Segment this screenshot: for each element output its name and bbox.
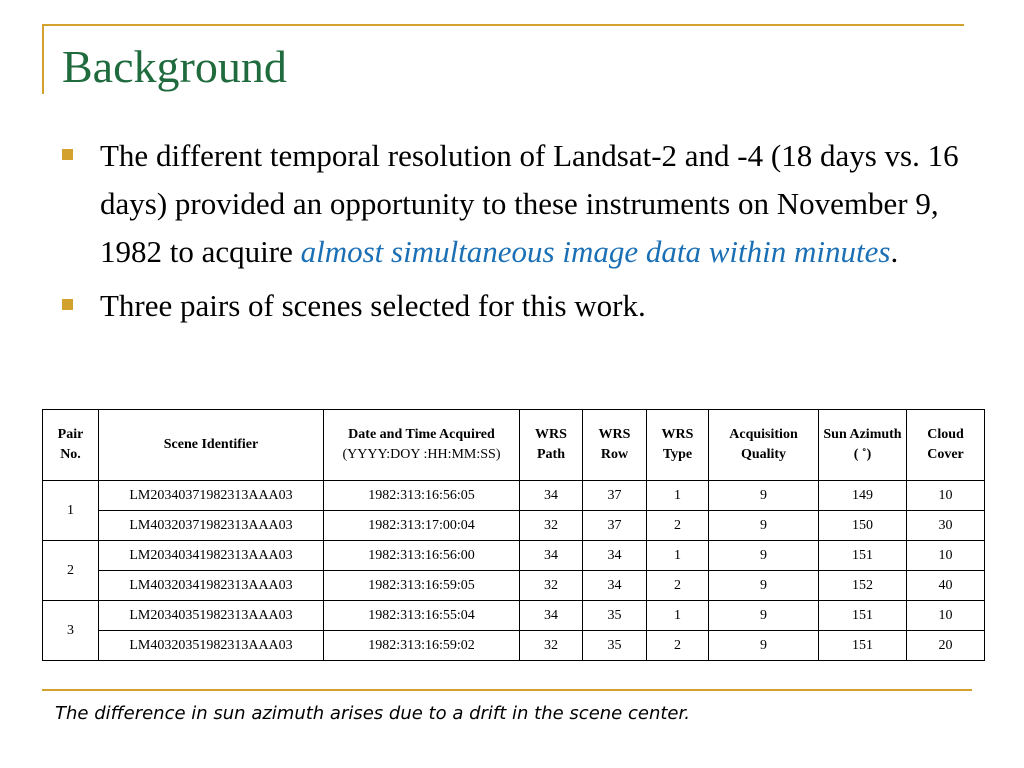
bullet-item-1	[62, 132, 962, 276]
quality-cell: 9	[709, 481, 819, 511]
azimuth-cell: 151	[819, 541, 907, 571]
row-cell: 34	[583, 541, 647, 571]
azimuth-cell: 151	[819, 631, 907, 661]
row-cell: 35	[583, 631, 647, 661]
cloud-cell: 10	[907, 601, 985, 631]
header-date-format: (YYYY:DOY :HH:MM:SS)	[342, 447, 501, 462]
cloud-cell: 10	[907, 481, 985, 511]
bullet-list	[62, 132, 962, 336]
path-cell: 32	[520, 571, 583, 601]
date-cell: 1982:313:16:59:05	[324, 571, 520, 601]
row-cell: 34	[583, 571, 647, 601]
row-cell: 37	[583, 481, 647, 511]
row-cell: 37	[583, 511, 647, 541]
scene-id-cell: LM40320371982313AAA03	[99, 511, 324, 541]
date-cell: 1982:313:16:56:00	[324, 541, 520, 571]
quality-cell: 9	[709, 601, 819, 631]
header-wrs-row: WRS Row	[583, 410, 647, 481]
date-cell: 1982:313:17:00:04	[324, 511, 520, 541]
bullet-item-2	[62, 282, 962, 330]
scene-id-cell: LM20340341982313AAA03	[99, 541, 324, 571]
cloud-cell: 30	[907, 511, 985, 541]
table-header-row	[43, 410, 985, 481]
type-cell: 2	[647, 631, 709, 661]
bullet-1-emphasis: almost simultaneous image data within minutes	[300, 234, 891, 269]
header-acquisition-quality: Acquisition Quality	[709, 410, 819, 481]
header-pair-no: Pair No.	[43, 410, 99, 481]
header-date-label: Date and Time Acquired	[348, 427, 495, 442]
header-date-time	[324, 410, 520, 481]
header-sun-azimuth: Sun Azimuth ( ˚)	[819, 410, 907, 481]
pair-number-cell: 2	[43, 541, 99, 601]
footer-rule	[42, 689, 972, 691]
path-cell: 34	[520, 541, 583, 571]
quality-cell: 9	[709, 511, 819, 541]
azimuth-cell: 150	[819, 511, 907, 541]
type-cell: 1	[647, 481, 709, 511]
header-cloud-cover: Cloud Cover	[907, 410, 985, 481]
path-cell: 34	[520, 601, 583, 631]
table-row	[43, 631, 985, 661]
path-cell: 32	[520, 511, 583, 541]
quality-cell: 9	[709, 571, 819, 601]
frame-top-rule	[42, 24, 964, 26]
azimuth-cell: 149	[819, 481, 907, 511]
date-cell: 1982:313:16:55:04	[324, 601, 520, 631]
table-row	[43, 481, 985, 511]
table-row	[43, 571, 985, 601]
scene-pairs-table	[42, 409, 985, 661]
header-wrs-path: WRS Path	[520, 410, 583, 481]
cloud-cell: 10	[907, 541, 985, 571]
type-cell: 1	[647, 541, 709, 571]
scene-id-cell: LM20340351982313AAA03	[99, 601, 324, 631]
table-row	[43, 511, 985, 541]
type-cell: 1	[647, 601, 709, 631]
quality-cell: 9	[709, 631, 819, 661]
path-cell: 32	[520, 631, 583, 661]
table-row	[43, 541, 985, 571]
bullet-2-text: Three pairs of scenes selected for this work.	[100, 288, 646, 323]
scene-id-cell: LM40320341982313AAA03	[99, 571, 324, 601]
header-scene-identifier: Scene Identifier	[99, 410, 324, 481]
azimuth-cell: 151	[819, 601, 907, 631]
bullet-1-text: The different temporal resolution of Landsat-2 and -4 (18 days vs. 16 days) provided an opportunity to these instruments on November 9, 1982 to acquire	[100, 138, 959, 269]
square-bullet-icon	[62, 149, 73, 160]
table-row	[43, 601, 985, 631]
azimuth-cell: 152	[819, 571, 907, 601]
header-wrs-type: WRS Type	[647, 410, 709, 481]
scene-id-cell: LM40320351982313AAA03	[99, 631, 324, 661]
frame-left-rule	[42, 24, 44, 94]
type-cell: 2	[647, 571, 709, 601]
date-cell: 1982:313:16:59:02	[324, 631, 520, 661]
quality-cell: 9	[709, 541, 819, 571]
square-bullet-icon	[62, 299, 73, 310]
cloud-cell: 20	[907, 631, 985, 661]
path-cell: 34	[520, 481, 583, 511]
pair-number-cell: 1	[43, 481, 99, 541]
type-cell: 2	[647, 511, 709, 541]
footnote: The difference in sun azimuth arises due to a drift in the scene center.	[55, 703, 690, 724]
row-cell: 35	[583, 601, 647, 631]
pair-number-cell: 3	[43, 601, 99, 661]
date-cell: 1982:313:16:56:05	[324, 481, 520, 511]
bullet-1-end: .	[890, 234, 899, 269]
cloud-cell: 40	[907, 571, 985, 601]
slide-title: Background	[62, 41, 287, 92]
scene-id-cell: LM20340371982313AAA03	[99, 481, 324, 511]
